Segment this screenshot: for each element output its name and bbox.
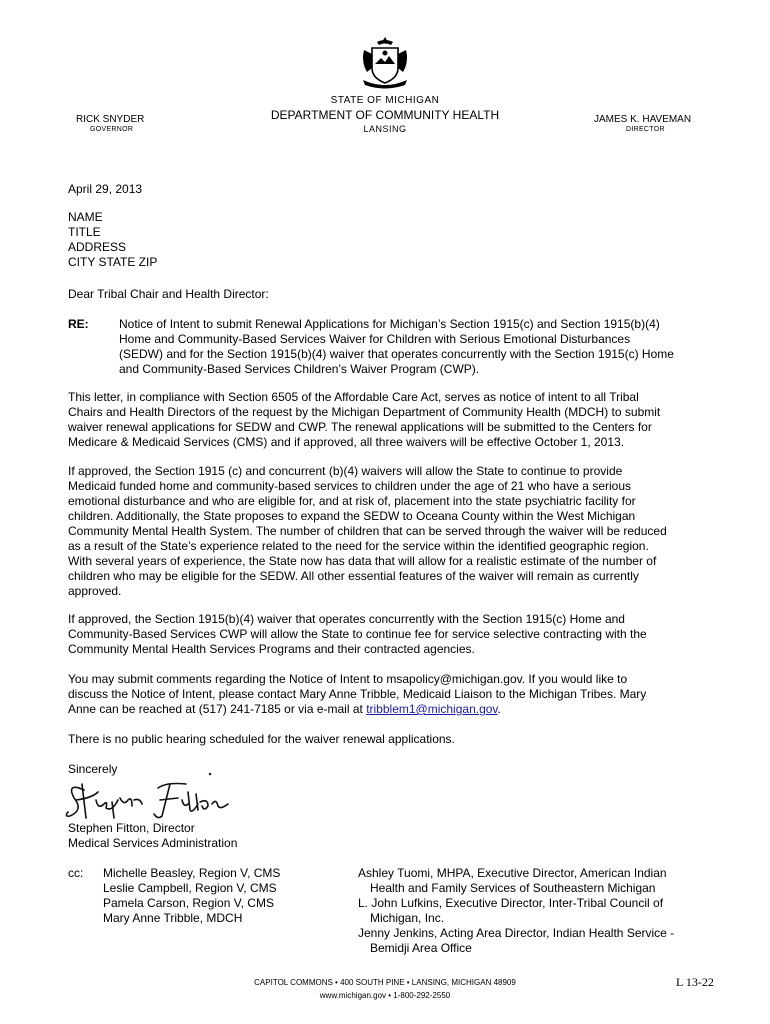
salutation: Dear Tribal Chair and Health Director: [68, 287, 269, 301]
cc-recipient-continued: Health and Family Services of Southeastern Michigan [370, 881, 656, 895]
cc-recipient: Mary Anne Tribble, MDCH [103, 911, 243, 925]
re-line: (SEDW) and for the Section 1915(b)(4) waiver that operates concurrently with the Section 1915(c) Home [119, 347, 674, 361]
email-link[interactable]: tribblem1@michigan.gov [366, 702, 498, 716]
paragraph-compliance [68, 390, 708, 450]
footer-address: CAPITOL COMMONS • 400 SOUTH PINE • LANSING, MICHIGAN 48909 [254, 978, 516, 987]
paragraph-line: children who may be eligible for the SEDW. All other essential features of the waiver will remain as currently [68, 569, 639, 583]
letter-date: April 29, 2013 [68, 182, 143, 196]
cc-list-right [358, 866, 698, 956]
cc-recipient: Michelle Beasley, Region V, CMS [103, 866, 281, 880]
cc-recipient: Leslie Campbell, Region V, CMS [103, 881, 277, 895]
paragraph-sedw [68, 464, 708, 599]
closing-sincerely: Sincerely [68, 762, 118, 776]
address-line: NAME [68, 210, 103, 224]
paragraph-line: If approved, the Section 1915(b)(4) waiver that operates concurrently with the Section 1915(c) Home and [68, 612, 625, 626]
paragraph-line: Community-Based Services CWP will allow the State to continue fee for service selective contracting with the [68, 627, 647, 641]
signer-name: Stephen Fitton, Director [68, 821, 195, 835]
paragraph-line [68, 702, 708, 717]
cc-recipient: Ashley Tuomi, MHPA, Executive Director, American Indian [358, 866, 667, 880]
signer-organization: Medical Services Administration [68, 836, 238, 850]
handwritten-signature [62, 770, 242, 822]
re-line: Home and Community-Based Services Waiver for Children with Serious Emotional Disturbances [119, 332, 631, 346]
signer-block [68, 821, 237, 851]
paragraph-text: . [497, 702, 501, 716]
paragraph-line: children. Additionally, the State proposes to expand the SEDW to Oceana County within the West Michigan [68, 509, 636, 523]
governor-title: GOVERNOR [90, 126, 134, 133]
department-title: DEPARTMENT OF COMMUNITY HEALTH [270, 108, 500, 122]
paragraph-line: Chairs and Health Directors of the request by the Michigan Department of Community Health (MDCH) to submit [68, 405, 661, 419]
footer-contact: www.michigan.gov • 1-800-292-2550 [319, 991, 451, 1000]
re-line: Notice of Intent to submit Renewal Applications for Michigan’s Section 1915(c) and Section 1915(b)(4) [119, 317, 660, 331]
paragraph-hearing: There is no public hearing scheduled for the waiver renewal applications. [68, 732, 455, 746]
address-line: TITLE [68, 225, 101, 239]
recipient-address [68, 210, 157, 270]
paragraph-line: If approved, the Section 1915 (c) and concurrent (b)(4) waivers will allow the State to continue to provide [68, 464, 623, 478]
cc-recipient: Pamela Carson, Region V, CMS [103, 896, 274, 910]
paragraph-line: You may submit comments regarding the Notice of Intent to msapolicy@michigan.gov. If you would like to [68, 672, 628, 686]
re-subject [119, 317, 719, 377]
address-line: CITY STATE ZIP [68, 255, 158, 269]
cc-recipient-continued: Michigan, Inc. [370, 911, 445, 925]
state-seal-icon [355, 34, 415, 92]
paragraph-line: Medicaid funded home and community-based services to children under the age of 21 who have a serious [68, 479, 631, 493]
paragraph-line: Community Mental Health Services Programs and their contracted agencies. [68, 642, 475, 656]
paragraph-line: as a result of the State’s experience related to the need for the service within the identified geographic region. [68, 539, 649, 553]
state-title: STATE OF MICHIGAN [330, 95, 440, 106]
cc-recipient-continued: Bemidji Area Office [370, 941, 472, 955]
paragraph-line: This letter, in compliance with Section 6505 of the Affordable Care Act, serves as notice of intent to all Tribal [68, 390, 639, 404]
paragraph-line: emotional disturbance and who are eligible for, and at risk of, placement into the state psychiatric facility for [68, 494, 636, 508]
cc-recipient: Jenny Jenkins, Acting Area Director, Indian Health Service - [358, 926, 675, 940]
cc-label: cc: [68, 866, 84, 880]
cc-recipient: L. John Lufkins, Executive Director, Inter-Tribal Council of [358, 896, 664, 910]
paragraph-line: Community Mental Health System. The number of children that can be served through the waiver will be reduced [68, 524, 667, 538]
paragraph-line: waiver renewal applications for SEDW and CWP. The renewal applications will be submitted to the Centers for [68, 420, 652, 434]
form-number: L 13-22 [676, 975, 714, 989]
paragraph-comments [68, 672, 708, 717]
director-title: DIRECTOR [626, 126, 665, 133]
re-line: and Community-Based Services Children’s Waiver Program (CWP). [119, 362, 480, 376]
paragraph-line: approved. [68, 584, 122, 598]
department-city: LANSING [363, 124, 407, 134]
paragraph-text: Anne can be reached at (517) 241-7185 or via e-mail at [68, 702, 367, 716]
director-name: JAMES K. HAVEMAN [594, 114, 692, 125]
paragraph-line: discuss the Notice of Intent, please contact Mary Anne Tribble, Medicaid Liaison to the Michigan Tribes. Mary [68, 687, 647, 701]
paragraph-line: With several years of experience, the State now has data that will allow for a realistic estimate of the number of [68, 554, 657, 568]
paragraph-line: Medicare & Medicaid Services (CMS) and if approved, all three waivers will be effective October 1, 2013. [68, 435, 625, 449]
address-line: ADDRESS [68, 240, 127, 254]
cc-list-left [103, 866, 280, 926]
paragraph-cwp [68, 612, 708, 657]
governor-name: RICK SNYDER [76, 114, 145, 125]
re-label: RE: [68, 317, 89, 331]
